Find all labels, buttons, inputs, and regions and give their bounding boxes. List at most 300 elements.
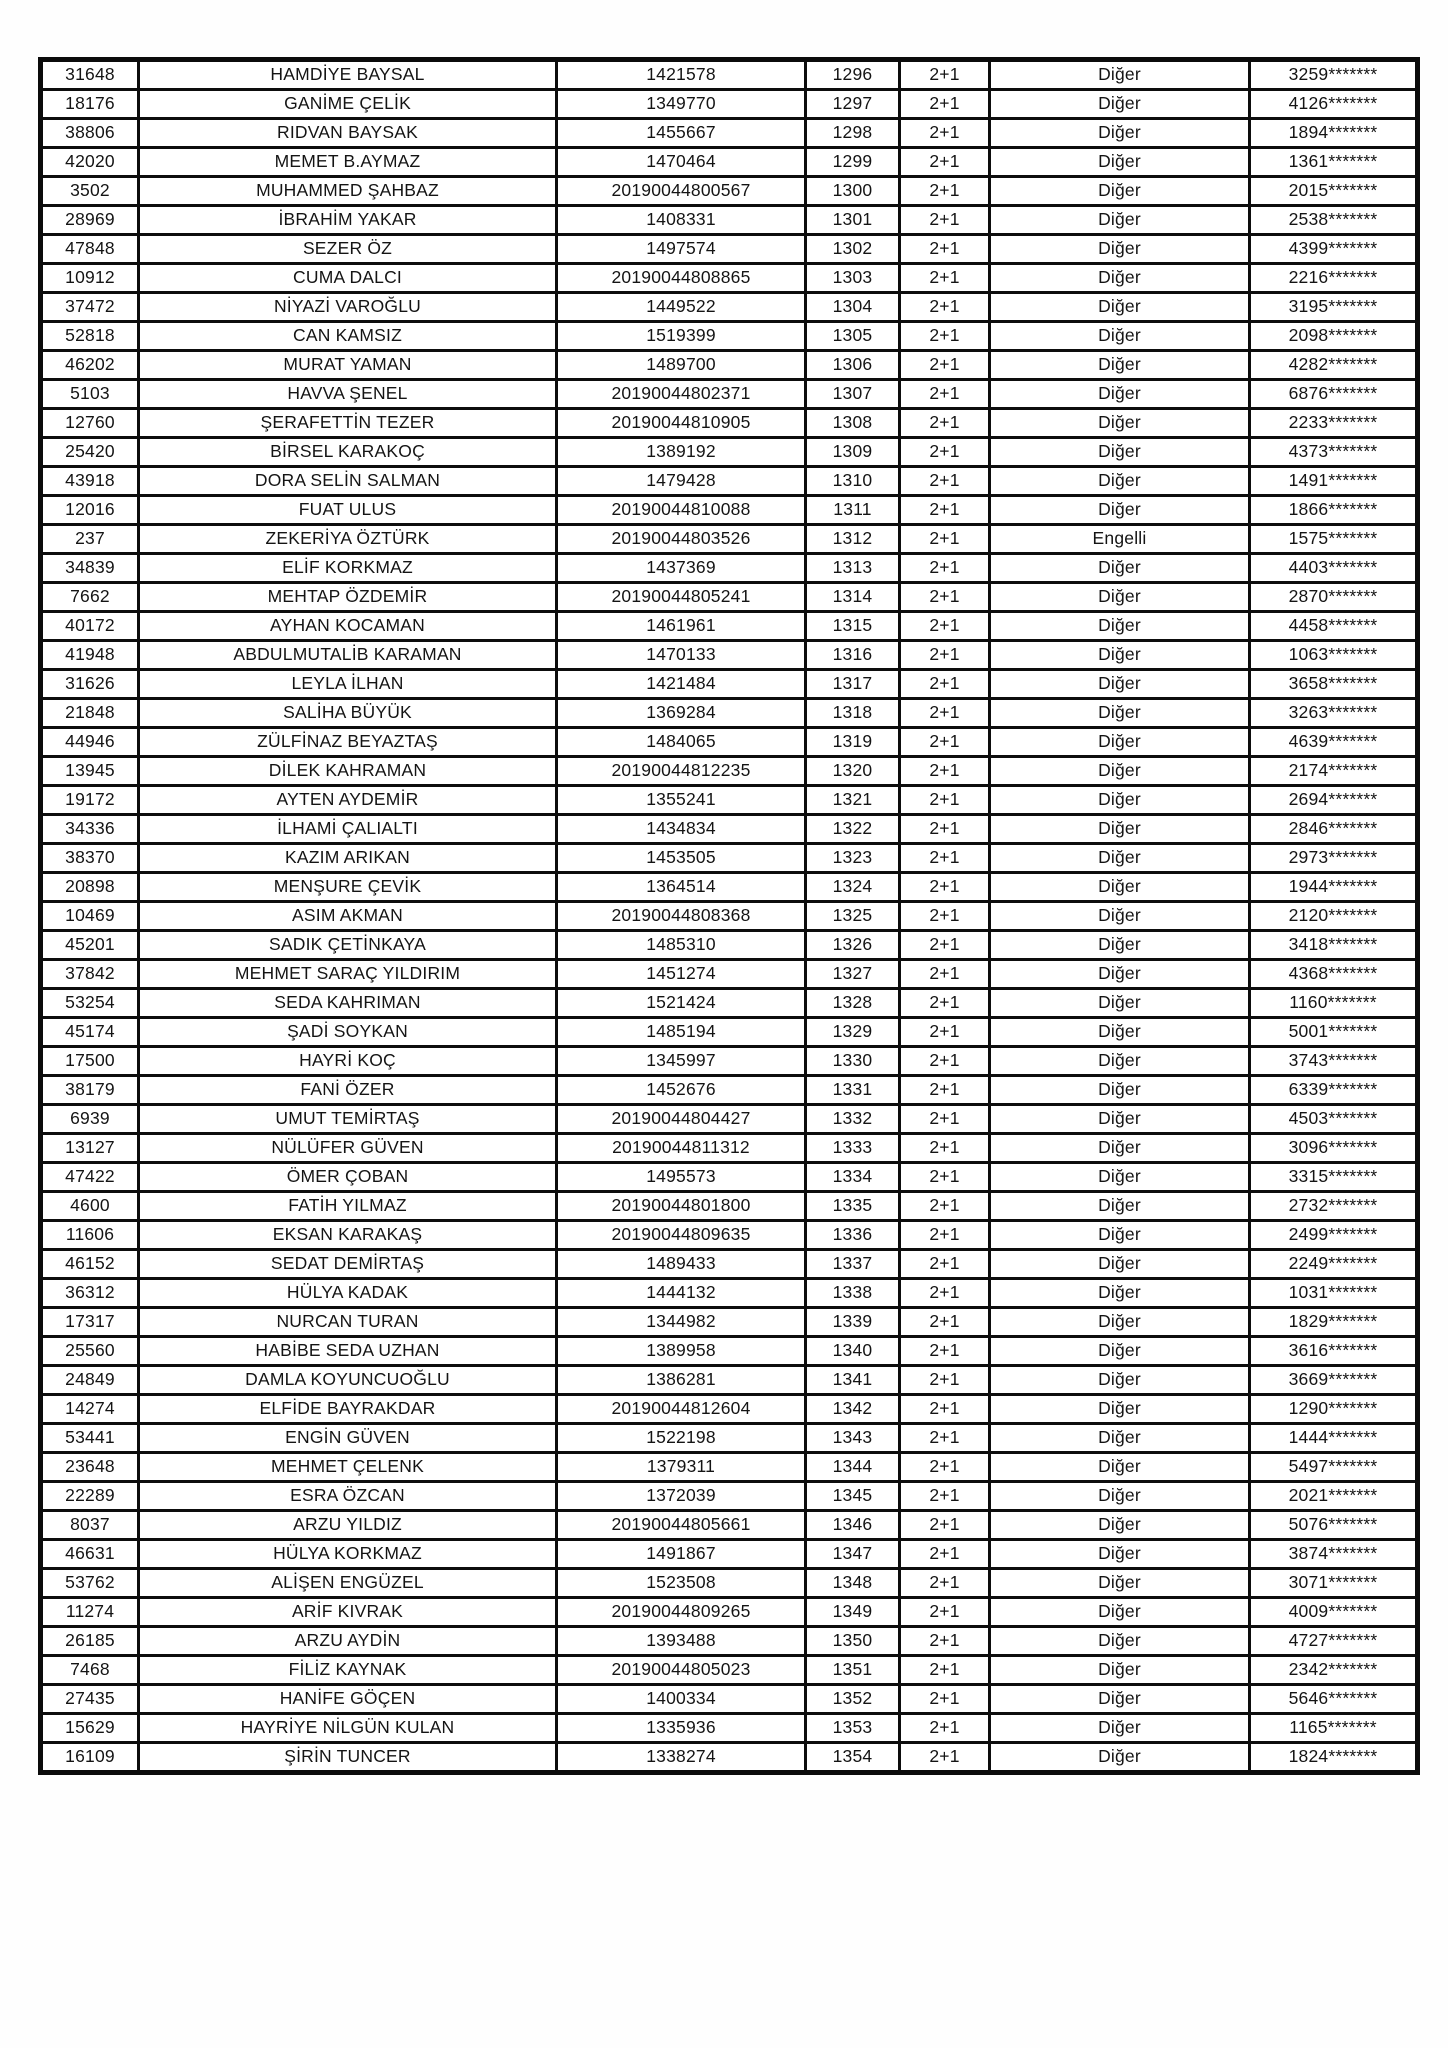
cell-draw-rank: 1324 <box>806 873 900 902</box>
cell-applicant-name: CUMA DALCI <box>139 264 557 293</box>
cell-unit-type: 2+1 <box>900 380 990 409</box>
cell-applicant-name: HABİBE SEDA UZHAN <box>139 1337 557 1366</box>
cell-unit-type: 2+1 <box>900 699 990 728</box>
cell-draw-rank: 1352 <box>806 1685 900 1714</box>
cell-category: Diğer <box>990 1192 1250 1221</box>
cell-category: Diğer <box>990 322 1250 351</box>
cell-application-no: 20190044809635 <box>557 1221 806 1250</box>
cell-applicant-id: 11606 <box>41 1221 139 1250</box>
cell-applicant-name: FATİH YILMAZ <box>139 1192 557 1221</box>
cell-draw-rank: 1331 <box>806 1076 900 1105</box>
cell-applicant-id: 36312 <box>41 1279 139 1308</box>
table-row <box>41 293 1418 322</box>
cell-category: Diğer <box>990 1685 1250 1714</box>
cell-application-no: 1434834 <box>557 815 806 844</box>
cell-applicant-name: DAMLA KOYUNCUOĞLU <box>139 1366 557 1395</box>
cell-unit-type: 2+1 <box>900 960 990 989</box>
cell-category: Diğer <box>990 902 1250 931</box>
cell-application-no: 1437369 <box>557 554 806 583</box>
cell-applicant-id: 3502 <box>41 177 139 206</box>
cell-draw-rank: 1312 <box>806 525 900 554</box>
cell-unit-type: 2+1 <box>900 670 990 699</box>
cell-unit-type: 2+1 <box>900 1221 990 1250</box>
cell-unit-type: 2+1 <box>900 322 990 351</box>
table-row <box>41 583 1418 612</box>
cell-draw-rank: 1314 <box>806 583 900 612</box>
cell-draw-rank: 1327 <box>806 960 900 989</box>
cell-category: Diğer <box>990 960 1250 989</box>
cell-applicant-name: SALİHA BÜYÜK <box>139 699 557 728</box>
cell-applicant-name: ELİF KORKMAZ <box>139 554 557 583</box>
cell-applicant-id: 31648 <box>41 60 139 90</box>
cell-applicant-name: ARZU AYDİN <box>139 1627 557 1656</box>
table-row <box>41 554 1418 583</box>
cell-masked-number: 2732******* <box>1250 1192 1418 1221</box>
cell-unit-type: 2+1 <box>900 206 990 235</box>
cell-applicant-id: 26185 <box>41 1627 139 1656</box>
cell-application-no: 1485310 <box>557 931 806 960</box>
cell-category: Diğer <box>990 235 1250 264</box>
cell-applicant-name: HAYRİYE NİLGÜN KULAN <box>139 1714 557 1743</box>
table-row <box>41 989 1418 1018</box>
cell-masked-number: 2694******* <box>1250 786 1418 815</box>
table-row <box>41 670 1418 699</box>
cell-draw-rank: 1301 <box>806 206 900 235</box>
cell-draw-rank: 1315 <box>806 612 900 641</box>
cell-application-no: 20190044808865 <box>557 264 806 293</box>
applicant-table <box>38 57 1420 1775</box>
cell-application-no: 1349770 <box>557 90 806 119</box>
cell-draw-rank: 1323 <box>806 844 900 873</box>
table-row <box>41 177 1418 206</box>
cell-category: Diğer <box>990 612 1250 641</box>
cell-applicant-name: CAN KAMSIZ <box>139 322 557 351</box>
cell-draw-rank: 1354 <box>806 1743 900 1773</box>
cell-unit-type: 2+1 <box>900 1192 990 1221</box>
cell-application-no: 1421484 <box>557 670 806 699</box>
cell-unit-type: 2+1 <box>900 1424 990 1453</box>
cell-draw-rank: 1342 <box>806 1395 900 1424</box>
cell-application-no: 20190044812235 <box>557 757 806 786</box>
table-row <box>41 1134 1418 1163</box>
cell-unit-type: 2+1 <box>900 148 990 177</box>
cell-unit-type: 2+1 <box>900 554 990 583</box>
cell-masked-number: 1361******* <box>1250 148 1418 177</box>
cell-applicant-name: MENŞURE ÇEVİK <box>139 873 557 902</box>
table-row <box>41 728 1418 757</box>
cell-draw-rank: 1296 <box>806 60 900 90</box>
cell-unit-type: 2+1 <box>900 873 990 902</box>
table-row <box>41 1598 1418 1627</box>
cell-category: Diğer <box>990 293 1250 322</box>
cell-draw-rank: 1333 <box>806 1134 900 1163</box>
cell-category: Diğer <box>990 1047 1250 1076</box>
cell-unit-type: 2+1 <box>900 1163 990 1192</box>
cell-application-no: 20190044803526 <box>557 525 806 554</box>
cell-masked-number: 4639******* <box>1250 728 1418 757</box>
cell-applicant-id: 17317 <box>41 1308 139 1337</box>
cell-applicant-name: HÜLYA KADAK <box>139 1279 557 1308</box>
table-row <box>41 873 1418 902</box>
cell-unit-type: 2+1 <box>900 757 990 786</box>
cell-category: Diğer <box>990 1714 1250 1743</box>
cell-masked-number: 4503******* <box>1250 1105 1418 1134</box>
cell-applicant-id: 42020 <box>41 148 139 177</box>
cell-application-no: 1389958 <box>557 1337 806 1366</box>
cell-unit-type: 2+1 <box>900 1018 990 1047</box>
cell-draw-rank: 1325 <box>806 902 900 931</box>
cell-unit-type: 2+1 <box>900 641 990 670</box>
cell-unit-type: 2+1 <box>900 525 990 554</box>
cell-masked-number: 4458******* <box>1250 612 1418 641</box>
cell-applicant-id: 46202 <box>41 351 139 380</box>
cell-application-no: 1455667 <box>557 119 806 148</box>
table-row <box>41 1714 1418 1743</box>
cell-category: Diğer <box>990 728 1250 757</box>
cell-unit-type: 2+1 <box>900 1337 990 1366</box>
cell-unit-type: 2+1 <box>900 1134 990 1163</box>
table-row <box>41 438 1418 467</box>
cell-draw-rank: 1328 <box>806 989 900 1018</box>
cell-applicant-id: 5103 <box>41 380 139 409</box>
cell-draw-rank: 1298 <box>806 119 900 148</box>
cell-applicant-name: FANİ ÖZER <box>139 1076 557 1105</box>
cell-application-no: 1449522 <box>557 293 806 322</box>
cell-applicant-id: 16109 <box>41 1743 139 1773</box>
cell-applicant-name: MEHMET ÇELENK <box>139 1453 557 1482</box>
cell-unit-type: 2+1 <box>900 1308 990 1337</box>
cell-draw-rank: 1322 <box>806 815 900 844</box>
table-row <box>41 612 1418 641</box>
cell-category: Diğer <box>990 1453 1250 1482</box>
cell-unit-type: 2+1 <box>900 1482 990 1511</box>
cell-draw-rank: 1335 <box>806 1192 900 1221</box>
cell-applicant-id: 53762 <box>41 1569 139 1598</box>
cell-masked-number: 1160******* <box>1250 989 1418 1018</box>
cell-unit-type: 2+1 <box>900 1685 990 1714</box>
cell-applicant-name: GANİME ÇELİK <box>139 90 557 119</box>
cell-category: Diğer <box>990 1743 1250 1773</box>
cell-applicant-name: ÖMER ÇOBAN <box>139 1163 557 1192</box>
table-row <box>41 641 1418 670</box>
cell-application-no: 1519399 <box>557 322 806 351</box>
table-row <box>41 1395 1418 1424</box>
cell-draw-rank: 1353 <box>806 1714 900 1743</box>
cell-category: Diğer <box>990 264 1250 293</box>
cell-applicant-id: 28969 <box>41 206 139 235</box>
cell-applicant-id: 17500 <box>41 1047 139 1076</box>
cell-draw-rank: 1316 <box>806 641 900 670</box>
cell-draw-rank: 1307 <box>806 380 900 409</box>
table-row <box>41 815 1418 844</box>
cell-applicant-name: ZEKERİYA ÖZTÜRK <box>139 525 557 554</box>
cell-category: Diğer <box>990 844 1250 873</box>
cell-unit-type: 2+1 <box>900 844 990 873</box>
cell-category: Diğer <box>990 1105 1250 1134</box>
cell-application-no: 1489700 <box>557 351 806 380</box>
cell-application-no: 1338274 <box>557 1743 806 1773</box>
cell-applicant-name: SEDAT DEMİRTAŞ <box>139 1250 557 1279</box>
cell-unit-type: 2+1 <box>900 467 990 496</box>
cell-unit-type: 2+1 <box>900 1569 990 1598</box>
cell-application-no: 20190044802371 <box>557 380 806 409</box>
cell-category: Diğer <box>990 1134 1250 1163</box>
cell-masked-number: 4399******* <box>1250 235 1418 264</box>
cell-masked-number: 2174******* <box>1250 757 1418 786</box>
cell-applicant-id: 14274 <box>41 1395 139 1424</box>
cell-masked-number: 1444******* <box>1250 1424 1418 1453</box>
cell-applicant-id: 24849 <box>41 1366 139 1395</box>
table-row <box>41 351 1418 380</box>
cell-category: Diğer <box>990 641 1250 670</box>
cell-applicant-name: SEDA KAHRIMAN <box>139 989 557 1018</box>
cell-application-no: 1389192 <box>557 438 806 467</box>
cell-applicant-name: AYTEN AYDEMİR <box>139 786 557 815</box>
cell-applicant-id: 237 <box>41 525 139 554</box>
cell-application-no: 1523508 <box>557 1569 806 1598</box>
cell-applicant-name: ASIM AKMAN <box>139 902 557 931</box>
table-row <box>41 1627 1418 1656</box>
cell-unit-type: 2+1 <box>900 1279 990 1308</box>
cell-category: Engelli <box>990 525 1250 554</box>
cell-application-no: 1344982 <box>557 1308 806 1337</box>
table-row <box>41 757 1418 786</box>
cell-applicant-id: 44946 <box>41 728 139 757</box>
cell-application-no: 1484065 <box>557 728 806 757</box>
cell-applicant-id: 12016 <box>41 496 139 525</box>
cell-applicant-name: MURAT YAMAN <box>139 351 557 380</box>
table-row <box>41 931 1418 960</box>
cell-unit-type: 2+1 <box>900 786 990 815</box>
table-row <box>41 1076 1418 1105</box>
cell-unit-type: 2+1 <box>900 1598 990 1627</box>
table-row <box>41 1656 1418 1685</box>
cell-unit-type: 2+1 <box>900 1366 990 1395</box>
cell-applicant-id: 18176 <box>41 90 139 119</box>
cell-draw-rank: 1297 <box>806 90 900 119</box>
cell-unit-type: 2+1 <box>900 815 990 844</box>
cell-applicant-name: HAYRİ KOÇ <box>139 1047 557 1076</box>
cell-draw-rank: 1347 <box>806 1540 900 1569</box>
cell-applicant-name: ALİŞEN ENGÜZEL <box>139 1569 557 1598</box>
table-row <box>41 322 1418 351</box>
cell-applicant-id: 10912 <box>41 264 139 293</box>
cell-applicant-id: 12760 <box>41 409 139 438</box>
cell-masked-number: 3874******* <box>1250 1540 1418 1569</box>
cell-applicant-name: DİLEK KAHRAMAN <box>139 757 557 786</box>
cell-applicant-name: MEMET B.AYMAZ <box>139 148 557 177</box>
table-row <box>41 1163 1418 1192</box>
cell-applicant-id: 20898 <box>41 873 139 902</box>
cell-applicant-id: 46152 <box>41 1250 139 1279</box>
cell-unit-type: 2+1 <box>900 583 990 612</box>
cell-applicant-name: ŞERAFETTİN TEZER <box>139 409 557 438</box>
cell-draw-rank: 1309 <box>806 438 900 467</box>
cell-applicant-name: NİYAZİ VAROĞLU <box>139 293 557 322</box>
table-row <box>41 1047 1418 1076</box>
cell-applicant-id: 52818 <box>41 322 139 351</box>
cell-masked-number: 4368******* <box>1250 960 1418 989</box>
cell-draw-rank: 1306 <box>806 351 900 380</box>
cell-application-no: 20190044809265 <box>557 1598 806 1627</box>
cell-applicant-id: 47848 <box>41 235 139 264</box>
cell-masked-number: 5001******* <box>1250 1018 1418 1047</box>
cell-masked-number: 3259******* <box>1250 60 1418 90</box>
cell-category: Diğer <box>990 1395 1250 1424</box>
cell-application-no: 20190044805661 <box>557 1511 806 1540</box>
cell-draw-rank: 1320 <box>806 757 900 786</box>
cell-category: Diğer <box>990 1627 1250 1656</box>
cell-unit-type: 2+1 <box>900 1511 990 1540</box>
cell-category: Diğer <box>990 1482 1250 1511</box>
table-row <box>41 1105 1418 1134</box>
cell-unit-type: 2+1 <box>900 1627 990 1656</box>
cell-applicant-name: ESRA ÖZCAN <box>139 1482 557 1511</box>
cell-applicant-name: KAZIM ARIKAN <box>139 844 557 873</box>
cell-draw-rank: 1350 <box>806 1627 900 1656</box>
cell-masked-number: 1165******* <box>1250 1714 1418 1743</box>
cell-category: Diğer <box>990 786 1250 815</box>
cell-draw-rank: 1337 <box>806 1250 900 1279</box>
cell-applicant-id: 31626 <box>41 670 139 699</box>
cell-unit-type: 2+1 <box>900 235 990 264</box>
cell-applicant-id: 23648 <box>41 1453 139 1482</box>
table-row <box>41 119 1418 148</box>
cell-masked-number: 4282******* <box>1250 351 1418 380</box>
cell-masked-number: 3071******* <box>1250 1569 1418 1598</box>
cell-applicant-id: 38370 <box>41 844 139 873</box>
table-row <box>41 1221 1418 1250</box>
cell-applicant-id: 34336 <box>41 815 139 844</box>
cell-applicant-name: MUHAMMED ŞAHBAZ <box>139 177 557 206</box>
cell-applicant-id: 27435 <box>41 1685 139 1714</box>
cell-application-no: 1497574 <box>557 235 806 264</box>
table-row <box>41 1308 1418 1337</box>
cell-draw-rank: 1311 <box>806 496 900 525</box>
cell-category: Diğer <box>990 119 1250 148</box>
cell-category: Diğer <box>990 90 1250 119</box>
cell-applicant-name: MEHMET SARAÇ YILDIRIM <box>139 960 557 989</box>
table-row <box>41 60 1418 90</box>
cell-unit-type: 2+1 <box>900 1395 990 1424</box>
cell-application-no: 1452676 <box>557 1076 806 1105</box>
cell-masked-number: 2870******* <box>1250 583 1418 612</box>
cell-applicant-name: İLHAMİ ÇALIALTI <box>139 815 557 844</box>
cell-applicant-name: HAMDİYE BAYSAL <box>139 60 557 90</box>
cell-masked-number: 2120******* <box>1250 902 1418 931</box>
cell-draw-rank: 1303 <box>806 264 900 293</box>
cell-applicant-name: MEHTAP ÖZDEMİR <box>139 583 557 612</box>
cell-applicant-id: 40172 <box>41 612 139 641</box>
cell-applicant-id: 38806 <box>41 119 139 148</box>
cell-category: Diğer <box>990 1076 1250 1105</box>
cell-masked-number: 1575******* <box>1250 525 1418 554</box>
cell-application-no: 1444132 <box>557 1279 806 1308</box>
cell-applicant-id: 11274 <box>41 1598 139 1627</box>
table-row <box>41 1685 1418 1714</box>
cell-masked-number: 5076******* <box>1250 1511 1418 1540</box>
cell-category: Diğer <box>990 699 1250 728</box>
cell-category: Diğer <box>990 670 1250 699</box>
cell-applicant-name: NÜLÜFER GÜVEN <box>139 1134 557 1163</box>
cell-category: Diğer <box>990 1540 1250 1569</box>
cell-unit-type: 2+1 <box>900 438 990 467</box>
cell-unit-type: 2+1 <box>900 496 990 525</box>
cell-draw-rank: 1319 <box>806 728 900 757</box>
cell-category: Diğer <box>990 1424 1250 1453</box>
cell-draw-rank: 1330 <box>806 1047 900 1076</box>
cell-unit-type: 2+1 <box>900 1656 990 1685</box>
cell-application-no: 1479428 <box>557 467 806 496</box>
cell-application-no: 1485194 <box>557 1018 806 1047</box>
cell-category: Diğer <box>990 931 1250 960</box>
table-row <box>41 1511 1418 1540</box>
cell-unit-type: 2+1 <box>900 90 990 119</box>
cell-applicant-name: ŞİRİN TUNCER <box>139 1743 557 1773</box>
table-row <box>41 844 1418 873</box>
cell-category: Diğer <box>990 206 1250 235</box>
cell-draw-rank: 1329 <box>806 1018 900 1047</box>
cell-application-no: 1495573 <box>557 1163 806 1192</box>
cell-masked-number: 4009******* <box>1250 1598 1418 1627</box>
cell-application-no: 1400334 <box>557 1685 806 1714</box>
cell-category: Diğer <box>990 989 1250 1018</box>
cell-draw-rank: 1326 <box>806 931 900 960</box>
cell-category: Diğer <box>990 815 1250 844</box>
table-row <box>41 235 1418 264</box>
cell-applicant-name: FUAT ULUS <box>139 496 557 525</box>
cell-applicant-name: DORA SELİN SALMAN <box>139 467 557 496</box>
cell-masked-number: 2846******* <box>1250 815 1418 844</box>
cell-applicant-name: ABDULMUTALİB KARAMAN <box>139 641 557 670</box>
cell-category: Diğer <box>990 757 1250 786</box>
cell-unit-type: 2+1 <box>900 1743 990 1773</box>
cell-category: Diğer <box>990 380 1250 409</box>
cell-category: Diğer <box>990 1656 1250 1685</box>
cell-masked-number: 1866******* <box>1250 496 1418 525</box>
cell-application-no: 20190044804427 <box>557 1105 806 1134</box>
cell-masked-number: 2249******* <box>1250 1250 1418 1279</box>
table-row <box>41 148 1418 177</box>
cell-applicant-id: 10469 <box>41 902 139 931</box>
cell-unit-type: 2+1 <box>900 989 990 1018</box>
cell-unit-type: 2+1 <box>900 931 990 960</box>
cell-applicant-id: 22289 <box>41 1482 139 1511</box>
cell-draw-rank: 1299 <box>806 148 900 177</box>
cell-masked-number: 3658******* <box>1250 670 1418 699</box>
cell-masked-number: 2098******* <box>1250 322 1418 351</box>
cell-category: Diğer <box>990 1308 1250 1337</box>
cell-application-no: 1453505 <box>557 844 806 873</box>
cell-application-no: 1522198 <box>557 1424 806 1453</box>
cell-masked-number: 3263******* <box>1250 699 1418 728</box>
cell-application-no: 1364514 <box>557 873 806 902</box>
cell-unit-type: 2+1 <box>900 1047 990 1076</box>
cell-category: Diğer <box>990 1018 1250 1047</box>
cell-application-no: 1470133 <box>557 641 806 670</box>
cell-category: Diğer <box>990 148 1250 177</box>
cell-application-no: 1470464 <box>557 148 806 177</box>
cell-masked-number: 2538******* <box>1250 206 1418 235</box>
cell-draw-rank: 1341 <box>806 1366 900 1395</box>
cell-category: Diğer <box>990 351 1250 380</box>
table-row <box>41 380 1418 409</box>
cell-applicant-name: ELFİDE BAYRAKDAR <box>139 1395 557 1424</box>
cell-masked-number: 2973******* <box>1250 844 1418 873</box>
applicant-table-body <box>41 60 1418 1773</box>
table-row <box>41 1424 1418 1453</box>
cell-masked-number: 4373******* <box>1250 438 1418 467</box>
